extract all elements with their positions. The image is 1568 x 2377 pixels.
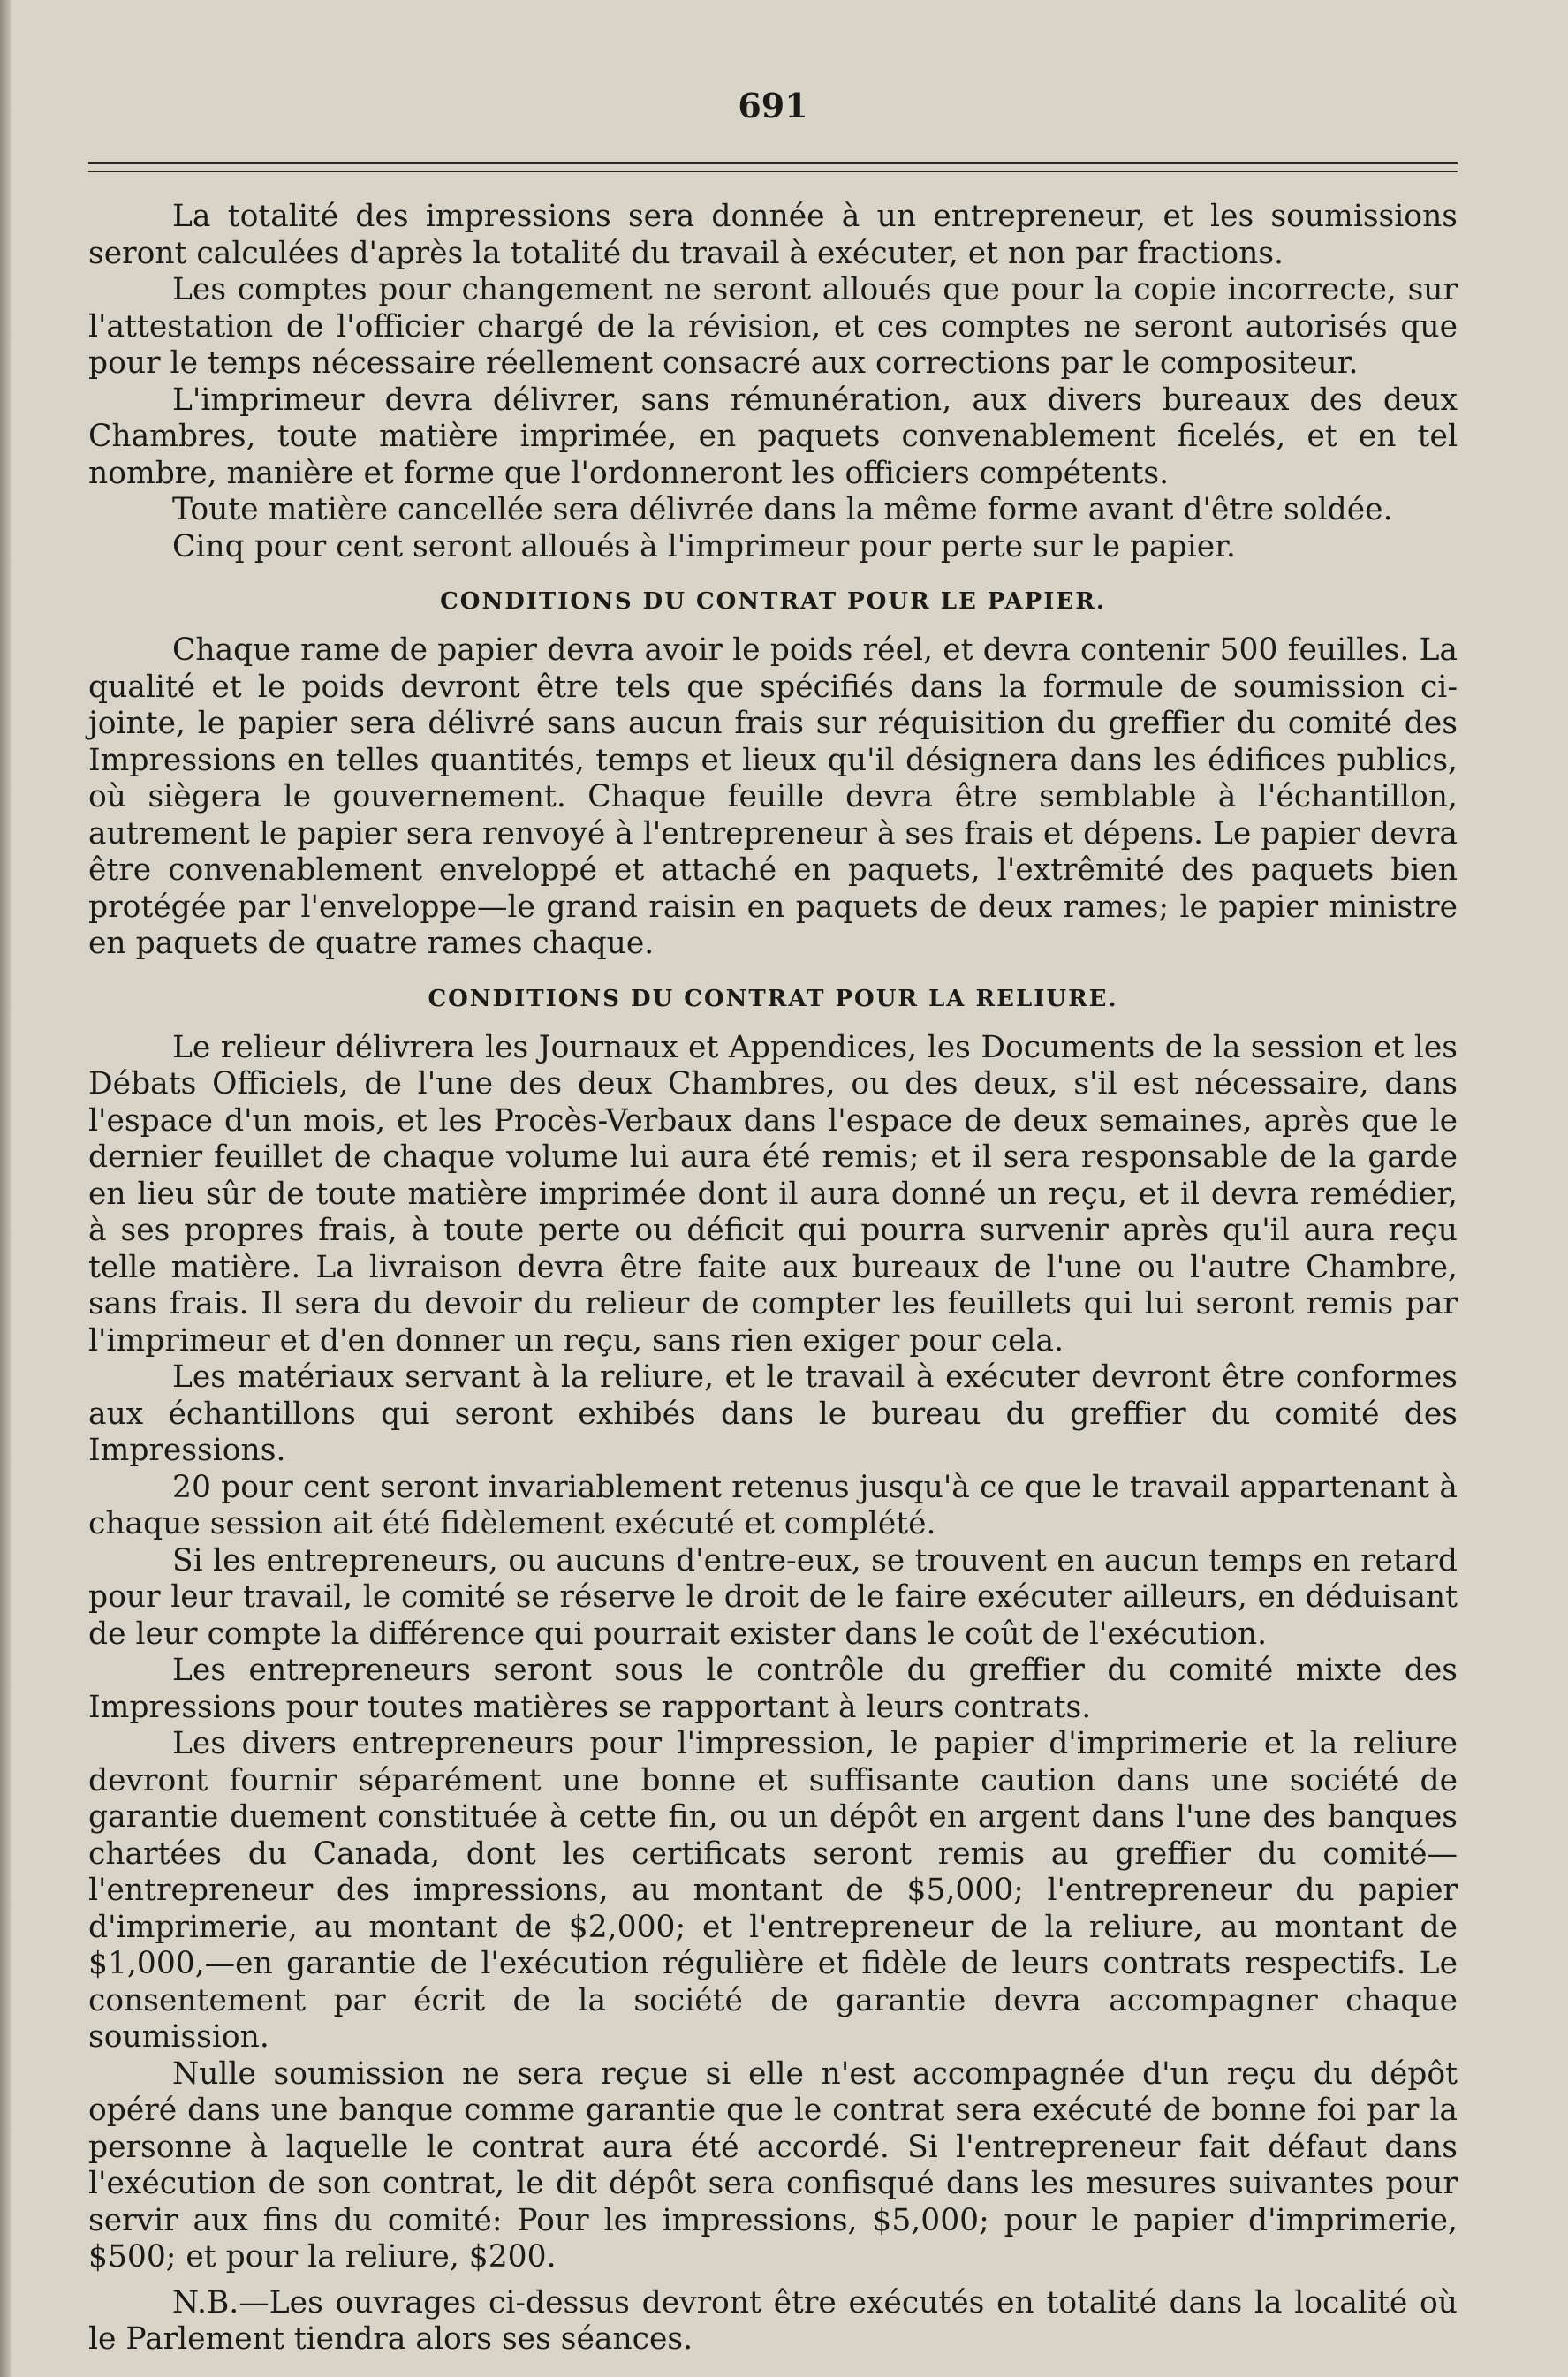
paragraph: Chaque rame de papier devra avoir le poids réel, et devra contenir 500 feuilles. La qualité et le poids devront être tels que spécifiés dans la formule de soumission ci-jointe, le papier sera délivré sans aucun frais sur réquisition du greffier du comité des Impressions en telles quantités, temps et lieux qu'il désignera dans les édifices publics, où siègera le gouvernement. Chaque feuille devra être semblable à l'échantillon, autrement le papier sera renvoyé à l'entrepreneur à ses frais et dépens. Le papier devra être convenablement enveloppé et attaché en paquets, l'extrêmité des paquets bien protégée par l'enveloppe—le grand raisin en paquets de deux rames; le papier ministre en paquets de quatre rames chaque. [88, 632, 1458, 961]
page-binding-edge [0, 0, 12, 2377]
paragraph: Les matériaux servant à la reliure, et le travail à exécuter devront être conformes aux échantillons qui seront exhibés dans le bureau du greffier du comité des Impressions. [88, 1359, 1458, 1468]
paragraph: Le relieur délivrera les Journaux et Appendices, les Documents de la session et les Débats Officiels, de l'une des deux Chambres, ou des deux, s'il est nécessaire, dans l'espace d'un mois, et les Procès-Verbaux dans l'espace de deux semaines, après que le dernier feuillet de chaque volume lui aura été remis; et il sera responsable de la garde en lieu sûr de toute matière imprimée dont il aura donné un reçu, et il devra remédier, à ses propres frais, à toute perte ou déficit qui pourra survenir après qu'il aura reçu telle matière. La livraison devra être faite aux bureaux de l'une ou l'autre Chambre, sans frais. Il sera du devoir du relieur de compter les feuillets qui lui seront remis par l'imprimeur et d'en donner un reçu, sans rien exiger pour cela. [88, 1029, 1458, 1359]
impressions-section [88, 199, 1458, 565]
paragraph: Si les entrepreneurs, ou aucuns d'entre-eux, se trouvent en aucun temps en retard pour leur travail, le comité se réserve le droit de le faire exécuter ailleurs, en déduisant de leur compte la différence qui pourrait exister dans le coût de l'exécution. [88, 1542, 1458, 1652]
paragraph: 20 pour cent seront invariablement retenus jusqu'à ce que le travail appartenant à chaque session ait été fidèlement exécuté et complété. [88, 1469, 1458, 1541]
page-content [88, 84, 1458, 2358]
paragraph: Les divers entrepreneurs pour l'impression, le papier d'imprimerie et la reliure devront fournir séparément une bonne et suffisante caution dans une société de garantie duement constituée à cette fin, ou un dépôt en argent dans l'une des banques chartées du Canada, dont les certificats seront remis au greffier du comité—l'entrepreneur des impressions, au montant de $5,000; l'entrepreneur du papier d'imprimerie, au montant de $2,000; et l'entrepreneur de la reliure, au montant de $1,000,—en garantie de l'exécution régulière et fidèle de leurs contrats respectifs. Le consentement par écrit de la société de garantie devra accompagner chaque soumission. [88, 1726, 1458, 2055]
paragraph: La totalité des impressions sera donnée à un entrepreneur, et les soumissions seront calculées d'après la totalité du travail à exécuter, et non par fractions. [88, 199, 1458, 271]
paragraph: Toute matière cancellée sera délivrée dans la même forme avant d'être soldée. [172, 492, 1393, 527]
paragraph: Nulle soumission ne sera reçue si elle n'est accompagnée d'un reçu du dépôt opéré dans une banque comme garantie que le contrat sera exécuté de bonne foi par la personne à laquelle le contrat aura été accordé. Si l'entrepreneur fait défaut dans l'exécution de son contrat, le dit dépôt sera confisqué dans les mesures suivantes pour servir aux fins du comité: Pour les impressions, $5,000; pour le papier d'imprimerie, $500; et pour la reliure, $200. [88, 2055, 1458, 2275]
nb-note: N.B.—Les ouvrages ci-dessus devront être exécutés en totalité dans la localité où le Parlement tiendra alors ses séances. [88, 2284, 1458, 2357]
paragraph: Les comptes pour changement ne seront alloués que pour la copie incorrecte, sur l'attestation de l'officier chargé de la révision, et ces comptes ne seront autorisés que pour le temps nécessaire réellement consacré aux corrections par le compositeur. [88, 272, 1458, 381]
paragraph: Cinq pour cent seront alloués à l'imprimeur pour perte sur le papier. [172, 528, 1236, 564]
papier-section [88, 587, 1458, 963]
paragraph: L'imprimeur devra délivrer, sans rémunération, aux divers bureaux des deux Chambres, toute matière imprimée, en paquets convenablement ficelés, et en tel nombre, manière et forme que l'ordonneront les officiers compétents. [88, 382, 1458, 491]
page-number: 691 [738, 86, 808, 125]
paragraph: Les entrepreneurs seront sous le contrôle du greffier du comité mixte des Impressions pour toutes matières se rapportant à leurs contrats. [88, 1653, 1458, 1725]
section-heading-reliure: CONDITIONS DU CONTRAT POUR LA RELIURE. [428, 985, 1118, 1012]
header-rule [88, 162, 1458, 172]
section-heading-papier: CONDITIONS DU CONTRAT POUR LE PAPIER. [440, 588, 1106, 615]
reliure-section [88, 984, 1458, 2358]
